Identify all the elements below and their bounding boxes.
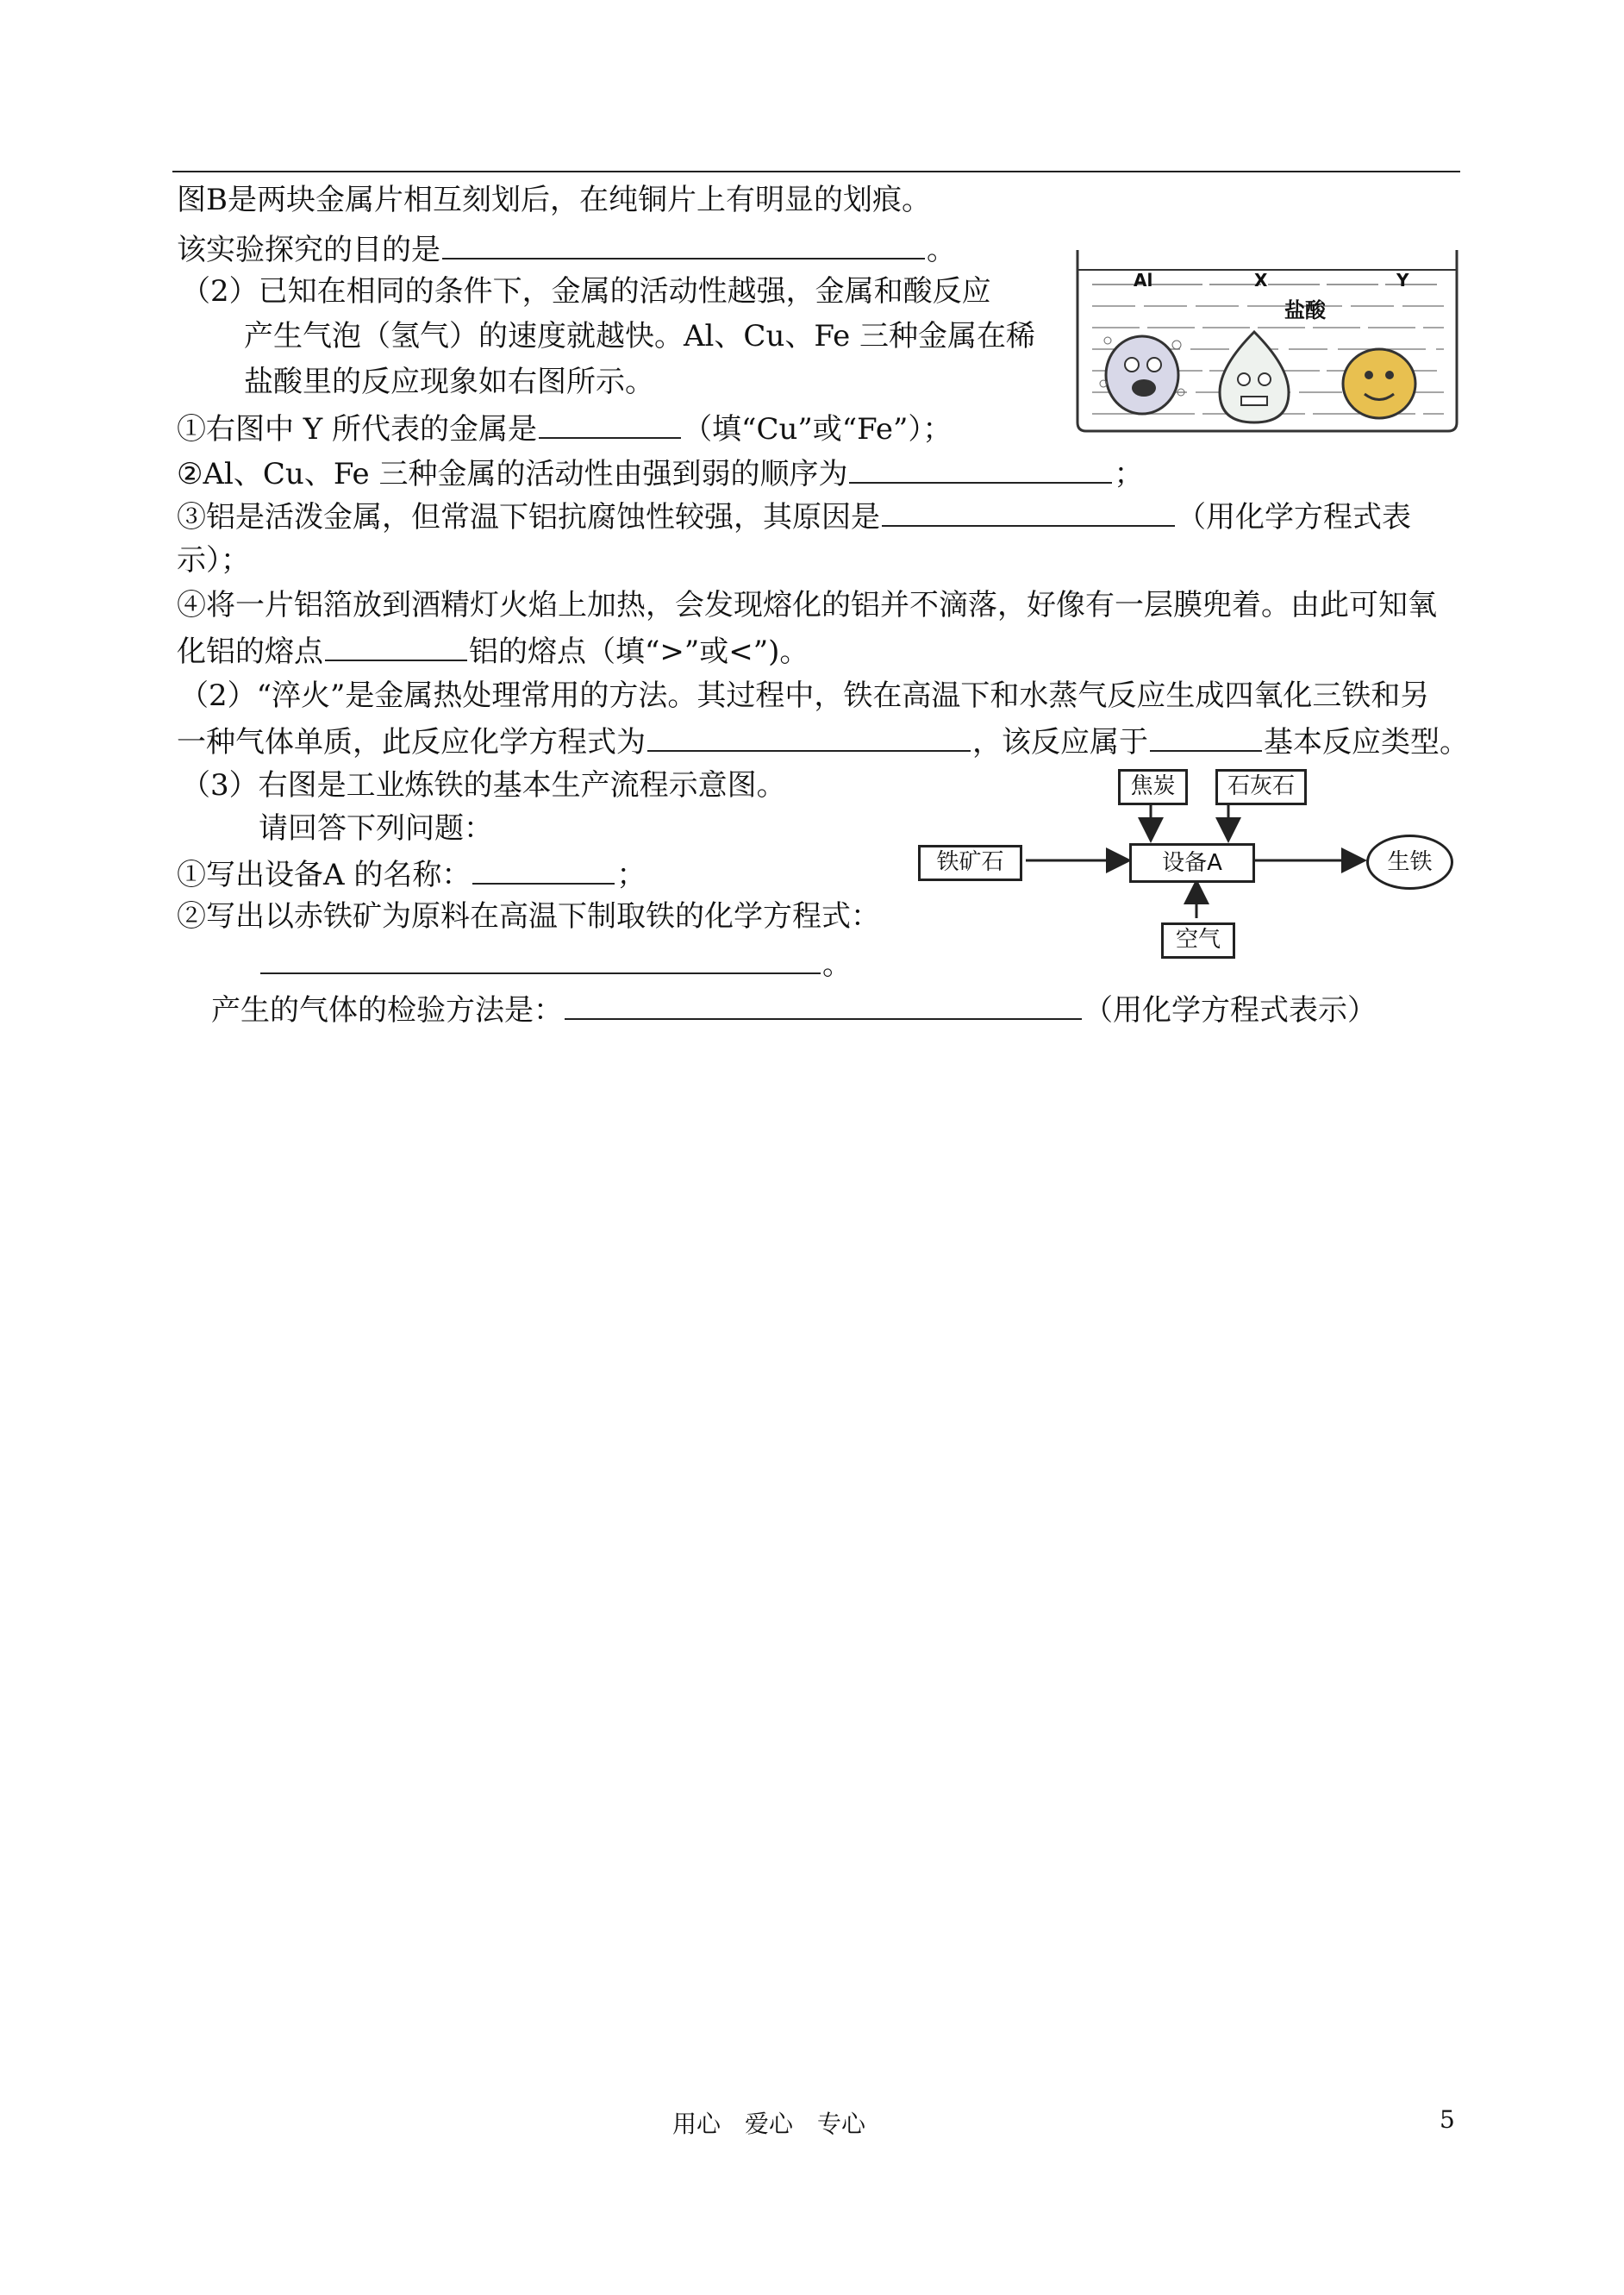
oval-pig-iron: 生铁 (1366, 835, 1453, 890)
line-11-end: 铝的熔点（填“>”或<”)。 (469, 635, 809, 669)
line-13-text: 一种气体单质，此反应化学方程式为 (177, 725, 646, 760)
text-line-14 (181, 764, 786, 807)
line-3-text: （2）已知在相同的条件下，金属的活动性越强，金属和酸反应 (181, 274, 991, 309)
line-12-text: （2）“淬火”是金属热处理常用的方法。其过程中，铁在高温下和水蒸气反应生成四氧化三铁和另 (179, 678, 1430, 713)
line-6-text: ①右图中 Y 所代表的金属是 (177, 412, 538, 447)
answer-blank-activity-order[interactable] (849, 451, 1112, 484)
footer-motto: 用心 爱心 专心 (672, 2110, 866, 2138)
page-number: 5 (1440, 2105, 1455, 2134)
line-1-text: 图B是两块金属片相互刻划后，在纯铜片上有明显的划痕。 (177, 183, 931, 217)
text-line-2 (177, 227, 956, 272)
answer-blank-iron-equation[interactable] (260, 941, 821, 974)
answer-blank-metal-y[interactable] (539, 406, 681, 439)
line-4-text: 产生气泡（氢气）的速度就越快。Al、Cu、Fe 三种金属在稀 (244, 319, 1035, 353)
answer-blank-experiment-purpose[interactable] (442, 227, 925, 260)
box-air: 空气 (1161, 922, 1235, 959)
header-rule (172, 171, 1460, 172)
text-line-4 (244, 315, 1035, 358)
beaker-figure (1073, 246, 1461, 435)
box-iron-ore: 铁矿石 (918, 845, 1022, 881)
line-7-text: ②Al、Cu、Fe 三种金属的活动性由强到弱的顺序为 (177, 457, 848, 491)
line-5-text: 盐酸里的反应现象如右图所示。 (244, 365, 654, 399)
label-hydrochloric-acid: 盐酸 (1284, 298, 1326, 322)
text-line-19 (211, 987, 1377, 1032)
text-line-18 (259, 941, 852, 986)
answer-blank-quenching-equation[interactable] (647, 719, 971, 752)
line-17-text: ②写出以赤铁矿为原料在高温下制取铁的化学方程式： (177, 899, 880, 934)
line-2-end: 。 (927, 233, 956, 267)
line-19-end: （用化学方程式表示） (1084, 993, 1377, 1028)
text-line-12 (179, 674, 1429, 717)
line-8-end: （用化学方程式表 (1177, 500, 1411, 535)
line-6-end: （填“Cu”或“Fe”）； (683, 412, 953, 447)
text-line-15 (259, 807, 493, 850)
line-11-text: 化铝的熔点 (177, 635, 323, 669)
text-line-3 (181, 270, 991, 313)
metal-al-character (1100, 336, 1184, 414)
text-line-16 (177, 852, 646, 897)
text-line-5 (244, 360, 654, 403)
line-13-end: 基本反应类型。 (1264, 725, 1469, 760)
box-device-a: 设备A (1129, 843, 1255, 883)
text-line-10 (177, 584, 1437, 627)
text-line-9 (177, 539, 250, 582)
line-10-text: ④将一片铝箔放到酒精灯火焰上加热，会发现熔化的铝并不滴落，好像有一层膜兜着。由此可知氧 (177, 588, 1437, 622)
text-line-11 (177, 628, 809, 673)
text-line-1 (177, 178, 931, 222)
text-line-13 (177, 719, 1469, 764)
line-2-text: 该实验探究的目的是 (177, 233, 440, 267)
label-x: X (1254, 270, 1268, 291)
line-16-end: ； (616, 858, 646, 892)
text-line-8 (177, 494, 1411, 539)
answer-blank-device-name[interactable] (472, 852, 615, 885)
text-line-6 (177, 406, 952, 451)
line-9-text: 示）； (177, 543, 250, 578)
box-coke: 焦炭 (1118, 769, 1188, 805)
answer-blank-gas-test[interactable] (565, 987, 1082, 1020)
text-line-7 (177, 451, 1143, 496)
answer-blank-aluminum-equation[interactable] (882, 494, 1175, 527)
line-7-end: ； (1114, 457, 1144, 491)
line-19-text: 产生的气体的检验方法是： (211, 993, 563, 1028)
label-al: Al (1134, 270, 1153, 291)
line-14-text: （3）右图是工业炼铁的基本生产流程示意图。 (181, 768, 786, 803)
line-16-text: ①写出设备A 的名称： (177, 858, 472, 892)
ironmaking-flowchart (918, 759, 1457, 966)
line-8-text: ③铝是活泼金属，但常温下铝抗腐蚀性较强，其原因是 (177, 500, 880, 535)
box-limestone: 石灰石 (1215, 769, 1307, 805)
label-y: Y (1396, 270, 1409, 291)
answer-blank-reaction-type[interactable] (1150, 719, 1262, 752)
line-15-text: 请回答下列问题： (259, 811, 493, 846)
answer-blank-melting-point[interactable] (325, 628, 467, 661)
metal-x-character (1220, 332, 1289, 422)
line-18-end: 。 (822, 947, 852, 982)
text-line-17 (177, 895, 880, 938)
metal-y-character (1343, 349, 1415, 418)
line-13-mid: ，该反应属于 (972, 725, 1148, 760)
